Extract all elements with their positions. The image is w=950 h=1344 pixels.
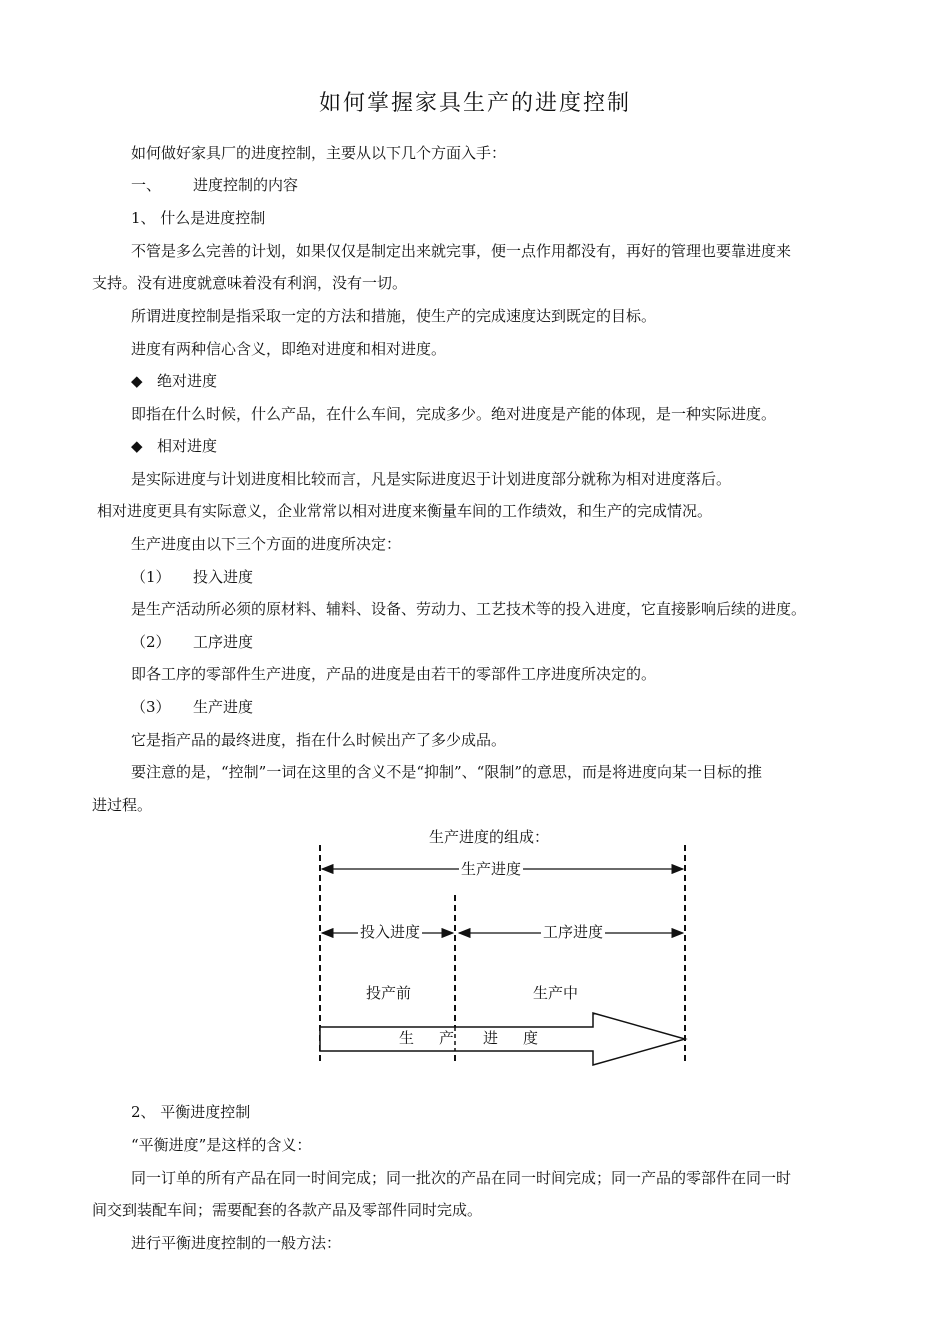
item-3-number: （3） — [131, 698, 171, 716]
left-span-label: 投入进度 — [360, 923, 421, 941]
section-1-number: 一、 — [131, 176, 162, 194]
item-1-number: （1） — [131, 568, 171, 586]
subsection-1-heading: 1、 什么是进度控制 — [131, 209, 266, 227]
block-arrow — [320, 1013, 685, 1065]
right-span-label: 工序进度 — [543, 923, 604, 941]
document-title: 如何掌握家具生产的进度控制 — [318, 91, 631, 116]
paragraph-8: 进行平衡进度控制的一般方法： — [131, 1234, 342, 1252]
diagram-caption: 生产进度的组成： — [429, 828, 550, 846]
paragraph-7-line-1: 同一订单的所有产品在同一时间完成；同一批次的产品在同一时间完成；同一产品的零部件在同一时 — [131, 1169, 792, 1187]
right-phase-label: 生产中 — [533, 984, 579, 1002]
relative-progress-text: 是实际进度与计划进度相比较而言，凡是实际进度迟于计划进度部分就称为相对进度落后。 — [131, 470, 732, 488]
progress-composition-diagram — [300, 820, 700, 1070]
subsection-2-heading: 2、 平衡进度控制 — [131, 1103, 251, 1121]
paragraph-1-line-1: 不管是多么完善的计划，如果仅仅是制定出来就完事，便一点作用都没有，再好的管理也要靠进度来 — [131, 242, 792, 260]
item-3-title: 生产进度 — [193, 698, 254, 716]
item-3-text: 它是指产品的最终进度，指在什么时候出产了多少成品。 — [131, 731, 507, 749]
paragraph-5-line-1: 要注意的是，“控制”一词在这里的含义不是“抑制”、“限制”的意思，而是将进度向某一目标的推 — [131, 763, 763, 781]
arrow-char-2: 产 — [439, 1029, 455, 1047]
top-span-label: 生产进度 — [461, 860, 522, 878]
item-1-title: 投入进度 — [193, 568, 254, 586]
diamond-bullet-icon: ◆ — [131, 437, 143, 455]
item-1-text: 是生产活动所必须的原材料、辅料、设备、劳动力、工艺技术等的投入进度，它直接影响后续的进度。 — [131, 600, 807, 618]
section-1-title: 进度控制的内容 — [193, 176, 299, 194]
diamond-bullet-icon: ◆ — [131, 372, 143, 390]
absolute-progress-text: 即指在什么时候，什么产品，在什么车间，完成多少。绝对进度是产能的体现，是一种实际进度。 — [131, 405, 777, 423]
paragraph-1-line-2: 支持。没有进度就意味着没有利润，没有一切。 — [92, 274, 408, 292]
intro-paragraph: 如何做好家具厂的进度控制，主要从以下几个方面入手： — [131, 144, 507, 162]
item-2-title: 工序进度 — [193, 633, 254, 651]
bullet-label: 绝对进度 — [157, 372, 218, 390]
item-2-number: （2） — [131, 633, 171, 651]
arrow-char-3: 进 — [483, 1029, 499, 1047]
paragraph-3: 进度有两种信心含义，即绝对进度和相对进度。 — [131, 340, 447, 358]
bullet-relative-progress — [131, 436, 217, 456]
relative-progress-text-2: 相对进度更具有实际意义，企业常常以相对进度来衡量车间的工作绩效，和生产的完成情况。 — [97, 502, 713, 520]
paragraph-6: “平衡进度”是这样的含义： — [131, 1136, 312, 1154]
section-1-heading — [131, 175, 298, 195]
arrow-char-1: 生 — [399, 1029, 415, 1047]
item-2-text: 即各工序的零部件生产进度，产品的进度是由若干的零部件工序进度所决定的。 — [131, 665, 657, 683]
left-phase-label: 投产前 — [366, 984, 412, 1002]
paragraph-4: 生产进度由以下三个方面的进度所决定： — [131, 535, 402, 553]
paragraph-5-line-2: 进过程。 — [92, 796, 153, 814]
bullet-absolute-progress — [131, 371, 217, 391]
paragraph-7-line-2: 间交到装配车间；需要配套的各款产品及零部件同时完成。 — [92, 1201, 483, 1219]
paragraph-2: 所谓进度控制是指采取一定的方法和措施，使生产的完成速度达到既定的目标。 — [131, 307, 657, 325]
item-1-heading — [131, 567, 253, 587]
item-2-heading — [131, 632, 253, 652]
bullet-label: 相对进度 — [157, 437, 218, 455]
item-3-heading — [131, 697, 253, 717]
arrow-char-4: 度 — [523, 1029, 539, 1047]
